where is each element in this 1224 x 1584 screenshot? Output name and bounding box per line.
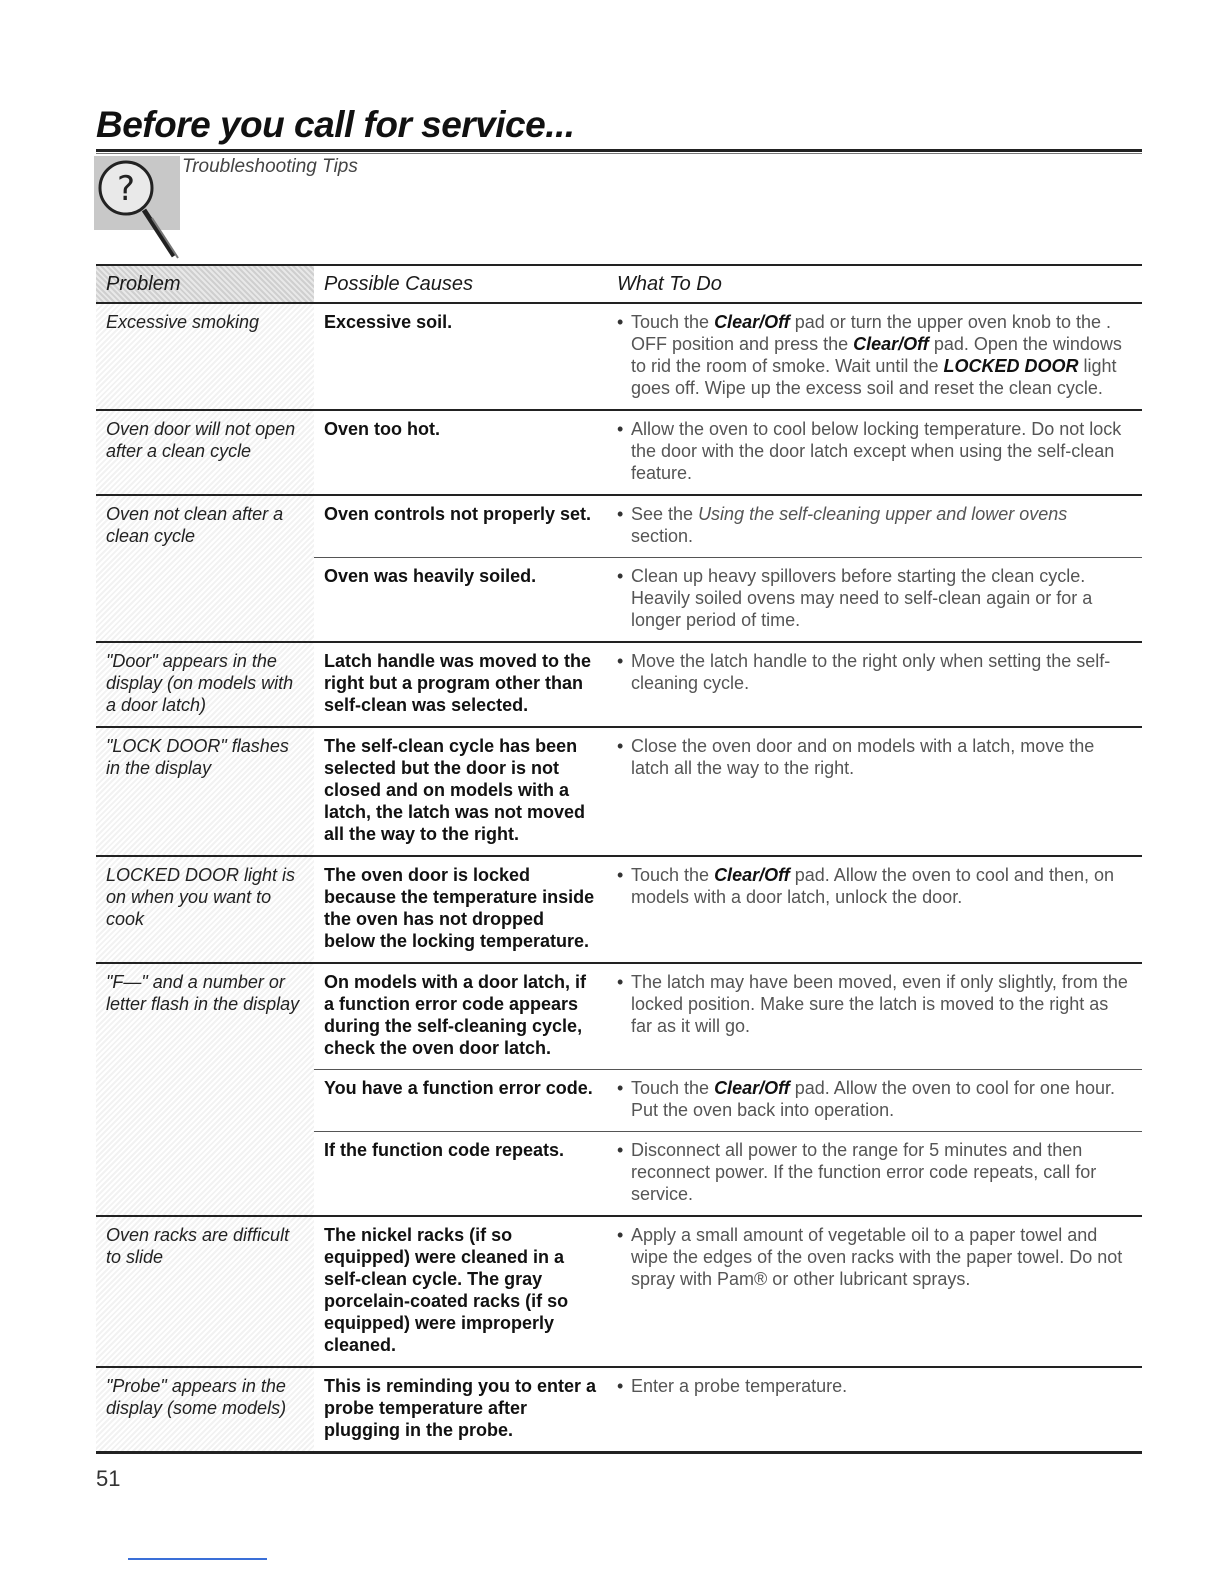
todo-item: • Move the latch handle to the right only when setting the self-cleaning cycle.	[617, 650, 1134, 694]
todo-item: • Apply a small amount of vegetable oil to a paper towel and wipe the edges of the oven racks with the paper towel. Do not spray with Pam® or other lubricant sprays.	[617, 1224, 1134, 1290]
cause-cell: The self-clean cycle has been selected but the door is not closed and on models with a latch, the latch was not moved all the way to the right.	[314, 727, 607, 856]
page-number: 51	[96, 1466, 121, 1491]
table-row	[96, 303, 1142, 410]
header-possible-causes: Possible Causes	[314, 265, 607, 303]
problem-cell: "Probe" appears in the display (some models)	[96, 1367, 314, 1453]
cause-cell: The oven door is locked because the temperature inside the oven has not dropped below the locking temperature.	[314, 856, 607, 963]
todo-cell	[607, 558, 1142, 643]
problem-cell: "F—" and a number or letter flash in the display	[96, 963, 314, 1216]
table-row	[96, 410, 1142, 495]
todo-cell	[607, 1216, 1142, 1367]
problem-cell: "LOCK DOOR" flashes in the display	[96, 727, 314, 856]
cause-cell: On models with a door latch, if a function error code appears during the self-cleaning cycle, check the oven door latch.	[314, 963, 607, 1070]
table-row	[96, 495, 1142, 558]
problem-cell: Oven racks are difficult to slide	[96, 1216, 314, 1367]
cause-cell: If the function code repeats.	[314, 1132, 607, 1217]
todo-item: • Touch the Clear/Off pad. Allow the oven to cool and then, on models with a door latch, unlock the door.	[617, 864, 1134, 908]
table-row	[96, 1367, 1142, 1453]
todo-item: • Allow the oven to cool below locking temperature. Do not lock the door with the door latch except when using the self-clean feature.	[617, 418, 1134, 484]
cause-cell: Latch handle was moved to the right but a program other than self-clean was selected.	[314, 642, 607, 727]
header-what-to-do: What To Do	[607, 265, 1142, 303]
todo-cell	[607, 1367, 1142, 1453]
todo-item: • Clean up heavy spillovers before starting the clean cycle. Heavily soiled ovens may need to self-clean again or for a longer period of time.	[617, 565, 1134, 631]
title-rule-thin	[96, 153, 1142, 154]
cause-cell: Oven too hot.	[314, 410, 607, 495]
todo-cell	[607, 727, 1142, 856]
todo-item: • The latch may have been moved, even if only slightly, from the locked position. Make sure the latch is moved to the right as far as it will go.	[617, 971, 1134, 1037]
table-header-row	[96, 265, 1142, 303]
todo-item: • Touch the Clear/Off pad. Allow the oven to cool for one hour. Put the oven back into operation.	[617, 1077, 1134, 1121]
problem-cell: Oven door will not open after a clean cycle	[96, 410, 314, 495]
table-row	[96, 963, 1142, 1070]
todo-cell	[607, 1132, 1142, 1217]
footer-link-underline[interactable]	[128, 1558, 267, 1560]
page-title: Before you call for service...	[96, 104, 575, 145]
table-row	[96, 856, 1142, 963]
problem-cell: Oven not clean after a clean cycle	[96, 495, 314, 642]
table-row	[96, 642, 1142, 727]
todo-item: • Touch the Clear/Off pad or turn the upper oven knob to the . OFF position and press the Clear/Off pad. Open the windows to rid the room of smoke. Wait until the LOCKED DOOR light goes off. Wipe up the excess soil and reset the clean cycle.	[617, 311, 1134, 399]
svg-text:?: ?	[116, 169, 136, 209]
todo-item: • Close the oven door and on models with a latch, move the latch all the way to the right.	[617, 735, 1134, 779]
todo-cell	[607, 1070, 1142, 1132]
table-row	[96, 1216, 1142, 1367]
header-problem: Problem	[96, 265, 314, 303]
todo-cell	[607, 856, 1142, 963]
section-subtitle: Troubleshooting Tips	[182, 156, 358, 177]
cause-cell: You have a function error code.	[314, 1070, 607, 1132]
problem-cell: LOCKED DOOR light is on when you want to cook	[96, 856, 314, 963]
cause-cell: This is reminding you to enter a probe temperature after plugging in the probe.	[314, 1367, 607, 1453]
problem-cell: Excessive smoking	[96, 303, 314, 410]
todo-cell	[607, 303, 1142, 410]
problem-cell: "Door" appears in the display (on models with a door latch)	[96, 642, 314, 727]
troubleshooting-table	[96, 264, 1142, 1454]
question-magnifier-icon	[94, 156, 180, 262]
cause-cell: Oven was heavily soiled.	[314, 558, 607, 643]
todo-item: • See the Using the self-cleaning upper and lower ovens section.	[617, 503, 1134, 547]
table-row	[96, 727, 1142, 856]
todo-cell	[607, 642, 1142, 727]
cause-cell: Excessive soil.	[314, 303, 607, 410]
cause-cell: The nickel racks (if so equipped) were cleaned in a self-clean cycle. The gray porcelain-coated racks (if so equipped) were improperly cleaned.	[314, 1216, 607, 1367]
cause-cell: Oven controls not properly set.	[314, 495, 607, 558]
todo-item: • Disconnect all power to the range for 5 minutes and then reconnect power. If the function error code repeats, call for service.	[617, 1139, 1134, 1205]
todo-cell	[607, 963, 1142, 1070]
todo-item: • Enter a probe temperature.	[617, 1375, 1134, 1397]
todo-cell	[607, 410, 1142, 495]
todo-cell	[607, 495, 1142, 558]
title-rule	[96, 149, 1142, 152]
